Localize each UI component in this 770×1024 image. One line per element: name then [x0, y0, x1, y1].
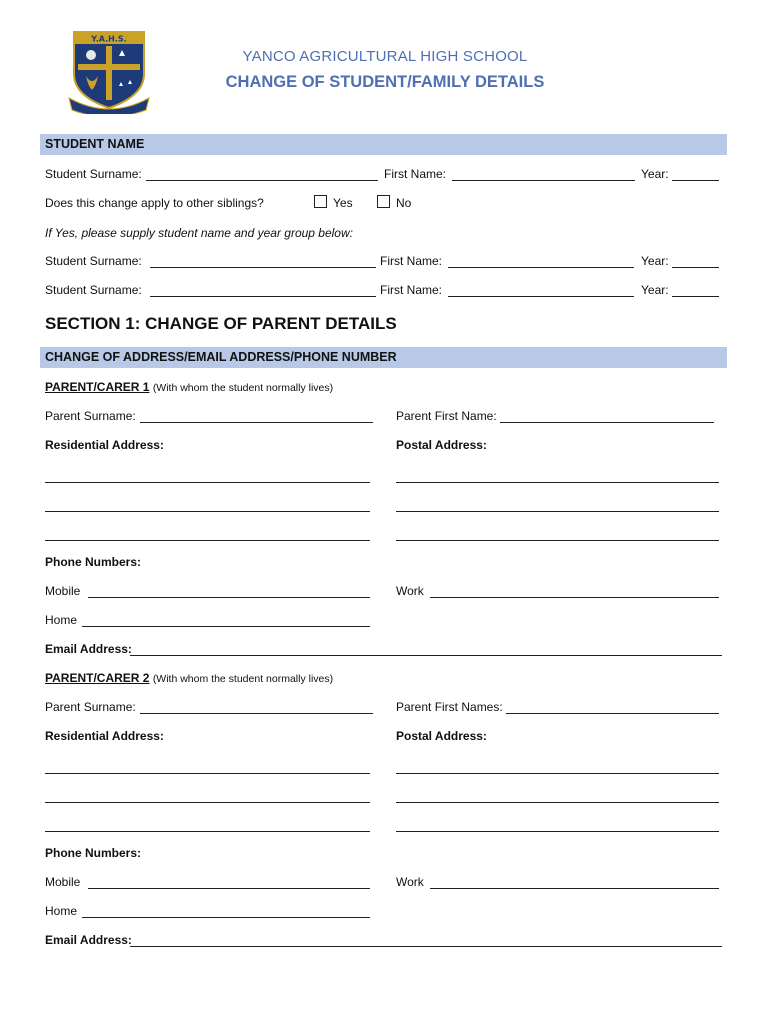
carer-2-phone-heading: Phone Numbers: — [45, 846, 142, 860]
carer-2-heading-row — [45, 671, 333, 686]
sibling-2-year-label: Year: — [641, 283, 669, 297]
carer-2-mobile-label: Mobile — [45, 875, 81, 889]
carer-1-residential-label: Residential Address: — [45, 438, 164, 452]
carer-2-work-label: Work — [396, 875, 424, 889]
carer-1-email-label: Email Address: — [45, 642, 132, 656]
carer-2-postal-line-2[interactable] — [396, 802, 719, 803]
carer-1-heading: PARENT/CARER 1 — [45, 380, 150, 394]
carer-2-surname-field[interactable] — [140, 713, 373, 714]
carer-2-postal-line-3[interactable] — [396, 831, 719, 832]
carer-1-surname-field[interactable] — [140, 422, 373, 423]
carer-1-home-label: Home — [45, 613, 78, 627]
carer-2-postal-label: Postal Address: — [396, 729, 487, 743]
carer-1-residential-line-3[interactable] — [45, 540, 370, 541]
carer-1-residential-line-1[interactable] — [45, 482, 370, 483]
student-first-name-field[interactable] — [452, 180, 635, 181]
siblings-question: Does this change apply to other siblings? — [45, 196, 264, 210]
school-crest — [64, 24, 154, 114]
carer-1-heading-row — [45, 380, 333, 395]
sibling-2-surname-field[interactable] — [150, 296, 376, 297]
change-of-address-bar: CHANGE OF ADDRESS/EMAIL ADDRESS/PHONE NUMBER — [40, 347, 727, 368]
sibling-2-year-field[interactable] — [672, 296, 719, 297]
carer-2-email-field[interactable] — [130, 946, 722, 947]
carer-1-home-field[interactable] — [82, 626, 370, 627]
student-surname-field[interactable] — [146, 180, 378, 181]
sibling-1-year-label: Year: — [641, 254, 669, 268]
carer-2-email-label: Email Address: — [45, 933, 132, 947]
sibling-1-surname-field[interactable] — [150, 267, 376, 268]
carer-2-work-field[interactable] — [430, 888, 719, 889]
form-title: CHANGE OF STUDENT/FAMILY DETAILS — [225, 73, 545, 91]
carer-2-home-field[interactable] — [82, 917, 370, 918]
carer-1-note: (With whom the student normally lives) — [152, 382, 334, 394]
sibling-1-first-name-field[interactable] — [448, 267, 634, 268]
carer-1-postal-line-2[interactable] — [396, 511, 719, 512]
sibling-1-surname-label: Student Surname: — [45, 254, 142, 268]
siblings-yes-label: Yes — [333, 196, 353, 210]
carer-1-postal-line-3[interactable] — [396, 540, 719, 541]
school-name: YANCO AGRICULTURAL HIGH SCHOOL — [242, 48, 528, 65]
carer-1-work-label: Work — [396, 584, 424, 598]
student-surname-label: Student Surname: — [45, 167, 142, 181]
carer-1-postal-label: Postal Address: — [396, 438, 487, 452]
sibling-1-first-name-label: First Name: — [380, 254, 443, 268]
student-year-label: Year: — [641, 167, 669, 181]
carer-2-first-name-field[interactable] — [506, 713, 719, 714]
carer-2-residential-line-3[interactable] — [45, 831, 370, 832]
carer-1-email-field[interactable] — [130, 655, 722, 656]
carer-2-surname-label: Parent Surname: — [45, 700, 136, 714]
carer-1-first-name-field[interactable] — [500, 422, 714, 423]
student-name-bar: STUDENT NAME — [40, 134, 727, 155]
carer-2-first-name-label: Parent First Names: — [396, 700, 503, 714]
carer-1-surname-label: Parent Surname: — [45, 409, 136, 423]
carer-1-work-field[interactable] — [430, 597, 719, 598]
sibling-2-first-name-label: First Name: — [380, 283, 443, 297]
carer-1-first-name-label: Parent First Name: — [396, 409, 497, 423]
carer-2-heading: PARENT/CARER 2 — [45, 671, 150, 685]
siblings-no-label: No — [396, 196, 412, 210]
carer-2-residential-label: Residential Address: — [45, 729, 164, 743]
if-yes-note: If Yes, please supply student name and year group below: — [45, 226, 353, 240]
siblings-no-checkbox[interactable] — [377, 195, 390, 208]
student-first-name-label: First Name: — [384, 167, 447, 181]
siblings-yes-checkbox[interactable] — [314, 195, 327, 208]
sibling-1-year-field[interactable] — [672, 267, 719, 268]
section-1-title: SECTION 1: CHANGE OF PARENT DETAILS — [45, 314, 397, 333]
carer-2-residential-line-2[interactable] — [45, 802, 370, 803]
carer-2-postal-line-1[interactable] — [396, 773, 719, 774]
student-year-field[interactable] — [672, 180, 719, 181]
carer-2-mobile-field[interactable] — [88, 888, 370, 889]
carer-1-postal-line-1[interactable] — [396, 482, 719, 483]
sibling-2-surname-label: Student Surname: — [45, 283, 142, 297]
carer-1-mobile-label: Mobile — [45, 584, 81, 598]
carer-2-residential-line-1[interactable] — [45, 773, 370, 774]
crest-text: Y.A.H.S. — [91, 34, 127, 44]
carer-2-home-label: Home — [45, 904, 78, 918]
carer-2-note: (With whom the student normally lives) — [152, 673, 334, 685]
carer-1-phone-heading: Phone Numbers: — [45, 555, 142, 569]
carer-1-residential-line-2[interactable] — [45, 511, 370, 512]
carer-1-mobile-field[interactable] — [88, 597, 370, 598]
sibling-2-first-name-field[interactable] — [448, 296, 634, 297]
